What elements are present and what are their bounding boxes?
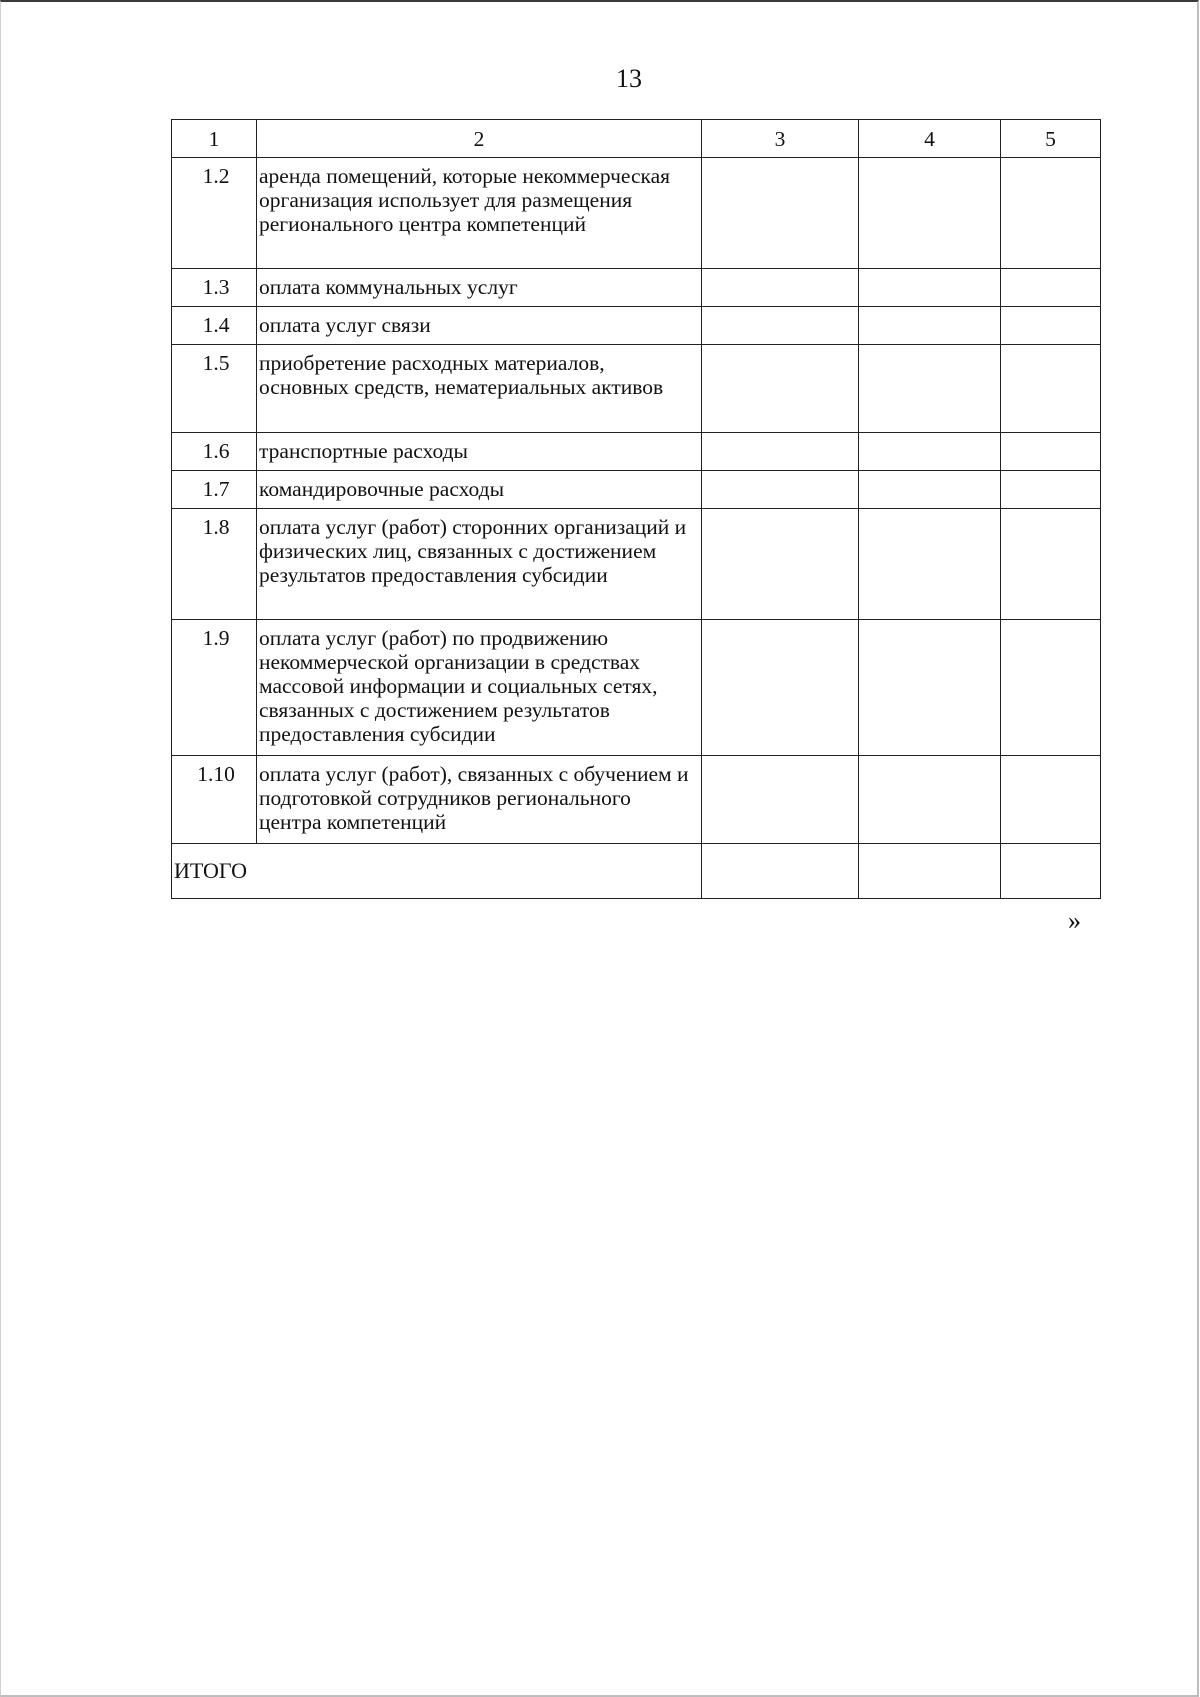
row-description: аренда помещений, которые некоммерческая организация использует для размещения регионального центра компетенций: [257, 158, 702, 269]
row-cell-col4: [859, 269, 1001, 307]
row-cell-col4: [859, 345, 1001, 433]
row-description: оплата коммунальных услуг: [257, 269, 702, 307]
row-number: 1.3: [172, 269, 257, 307]
table-row: [172, 269, 1101, 307]
row-cell-col5: [1001, 471, 1101, 509]
total-cell-col5: [1001, 844, 1101, 899]
row-cell-col4: [859, 756, 1001, 844]
table-row: [172, 307, 1101, 345]
column-header-1: 1: [172, 120, 257, 158]
row-number: 1.4: [172, 307, 257, 345]
row-number: 1.9: [172, 620, 257, 756]
row-description: оплата услуг (работ), связанных с обучением и подготовкой сотрудников регионального центра компетенций: [257, 756, 702, 844]
table-row: [172, 433, 1101, 471]
table-row: [172, 345, 1101, 433]
row-description: транспортные расходы: [257, 433, 702, 471]
column-header-3: 3: [702, 120, 859, 158]
row-cell-col3: [702, 471, 859, 509]
row-description: оплата услуг связи: [257, 307, 702, 345]
row-number: 1.6: [172, 433, 257, 471]
row-cell-col3: [702, 620, 859, 756]
row-number: 1.5: [172, 345, 257, 433]
total-row: [172, 844, 1101, 899]
row-cell-col5: [1001, 345, 1101, 433]
total-label: ИТОГО: [172, 844, 702, 899]
row-cell-col5: [1001, 158, 1101, 269]
row-cell-col5: [1001, 620, 1101, 756]
row-cell-col3: [702, 433, 859, 471]
row-number: 1.2: [172, 158, 257, 269]
row-cell-col4: [859, 307, 1001, 345]
row-number: 1.7: [172, 471, 257, 509]
row-description: оплата услуг (работ) по продвижению некоммерческой организации в средствах массовой информации и социальных сетях, связанных с достижением результатов предоставления субсидии: [257, 620, 702, 756]
row-description: приобретение расходных материалов, основных средств, нематериальных активов: [257, 345, 702, 433]
table-row: [172, 158, 1101, 269]
row-cell-col5: [1001, 307, 1101, 345]
total-cell-col3: [702, 844, 859, 899]
row-description: командировочные расходы: [257, 471, 702, 509]
row-cell-col4: [859, 471, 1001, 509]
row-description: оплата услуг (работ) сторонних организаций и физических лиц, связанных с достижением результатов предоставления субсидии: [257, 509, 702, 620]
row-number: 1.10: [172, 756, 257, 844]
row-cell-col3: [702, 269, 859, 307]
column-header-4: 4: [859, 120, 1001, 158]
column-header-5: 5: [1001, 120, 1101, 158]
table-row: [172, 509, 1101, 620]
closing-quote: »: [1068, 906, 1081, 935]
table-row: [172, 756, 1101, 844]
column-header-2: 2: [257, 120, 702, 158]
table-row: [172, 471, 1101, 509]
row-cell-col4: [859, 433, 1001, 471]
row-cell-col5: [1001, 433, 1101, 471]
page-number: 13: [616, 64, 642, 93]
row-cell-col3: [702, 158, 859, 269]
row-cell-col3: [702, 756, 859, 844]
row-cell-col3: [702, 307, 859, 345]
row-cell-col3: [702, 345, 859, 433]
row-cell-col5: [1001, 269, 1101, 307]
row-cell-col5: [1001, 756, 1101, 844]
row-number: 1.8: [172, 509, 257, 620]
row-cell-col3: [702, 509, 859, 620]
row-cell-col4: [859, 158, 1001, 269]
budget-table: [171, 119, 1101, 899]
total-cell-col4: [859, 844, 1001, 899]
table-header-row: [172, 120, 1101, 158]
table-row: [172, 620, 1101, 756]
row-cell-col4: [859, 620, 1001, 756]
row-cell-col4: [859, 509, 1001, 620]
row-cell-col5: [1001, 509, 1101, 620]
